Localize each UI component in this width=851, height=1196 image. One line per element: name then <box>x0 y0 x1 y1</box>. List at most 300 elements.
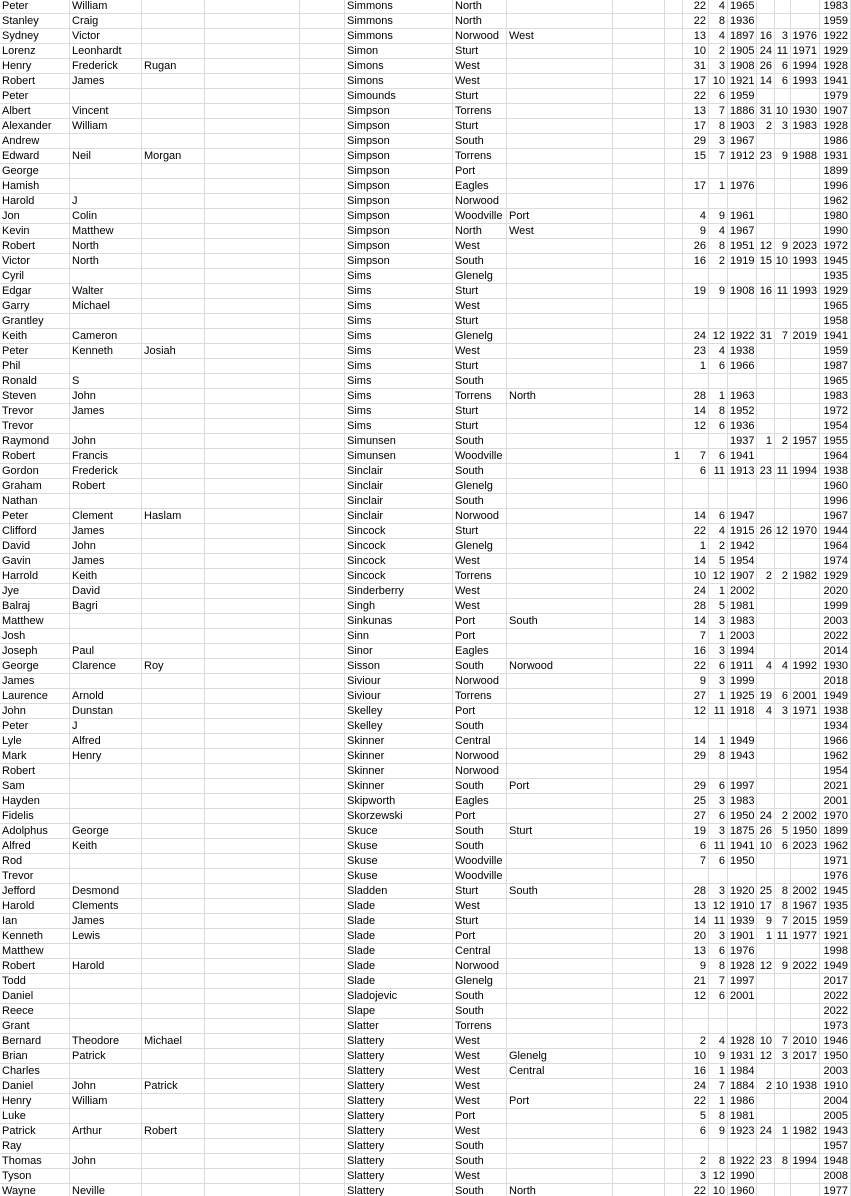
table-cell[interactable] <box>613 644 665 658</box>
table-cell[interactable]: Bagri <box>70 599 142 613</box>
table-cell[interactable] <box>791 599 820 613</box>
table-cell[interactable] <box>142 449 205 463</box>
table-cell[interactable]: Sims <box>345 374 453 388</box>
table-cell[interactable]: 11 <box>709 914 728 928</box>
table-cell[interactable] <box>205 149 300 163</box>
table-cell[interactable] <box>791 794 820 808</box>
table-cell[interactable] <box>507 809 613 823</box>
table-cell[interactable] <box>665 899 683 913</box>
table-cell[interactable]: 9 <box>709 284 728 298</box>
table-cell[interactable]: 19 <box>683 284 709 298</box>
table-cell[interactable] <box>775 584 791 598</box>
table-cell[interactable] <box>300 539 345 553</box>
table-cell[interactable] <box>300 884 345 898</box>
table-cell[interactable]: 3 <box>709 614 728 628</box>
table-cell[interactable]: Slattery <box>345 1094 453 1108</box>
table-cell[interactable]: 9 <box>775 959 791 973</box>
table-cell[interactable]: 1947 <box>728 509 757 523</box>
table-cell[interactable] <box>775 1139 791 1153</box>
table-cell[interactable]: West <box>453 1094 507 1108</box>
table-cell[interactable] <box>683 764 709 778</box>
table-cell[interactable]: 1976 <box>728 944 757 958</box>
table-cell[interactable]: 1901 <box>728 929 757 943</box>
table-cell[interactable] <box>665 14 683 28</box>
table-cell[interactable] <box>205 269 300 283</box>
table-cell[interactable]: Roy <box>142 659 205 673</box>
table-cell[interactable]: 2010 <box>791 1034 820 1048</box>
table-cell[interactable]: Andrew <box>0 134 70 148</box>
table-cell[interactable] <box>757 629 775 643</box>
table-cell[interactable] <box>665 329 683 343</box>
table-cell[interactable] <box>142 299 205 313</box>
table-cell[interactable] <box>205 299 300 313</box>
table-cell[interactable] <box>665 779 683 793</box>
table-cell[interactable] <box>665 989 683 1003</box>
table-cell[interactable] <box>665 569 683 583</box>
table-cell[interactable]: Keith <box>70 569 142 583</box>
table-cell[interactable]: Central <box>453 734 507 748</box>
table-cell[interactable] <box>205 974 300 988</box>
table-cell[interactable]: George <box>0 164 70 178</box>
table-cell[interactable]: 10 <box>775 254 791 268</box>
table-cell[interactable] <box>613 569 665 583</box>
table-cell[interactable]: Port <box>453 1109 507 1123</box>
table-cell[interactable] <box>142 854 205 868</box>
table-cell[interactable]: John <box>70 389 142 403</box>
table-cell[interactable] <box>142 569 205 583</box>
table-cell[interactable]: Clements <box>70 899 142 913</box>
table-cell[interactable]: 2001 <box>728 989 757 1003</box>
table-cell[interactable]: Peter <box>0 0 70 13</box>
table-cell[interactable]: Josh <box>0 629 70 643</box>
table-cell[interactable] <box>613 464 665 478</box>
table-cell[interactable] <box>507 974 613 988</box>
table-cell[interactable] <box>728 194 757 208</box>
table-cell[interactable] <box>205 929 300 943</box>
table-cell[interactable]: Thomas <box>0 1154 70 1168</box>
table-cell[interactable]: 2022 <box>820 1004 851 1018</box>
table-cell[interactable] <box>507 494 613 508</box>
table-cell[interactable]: 31 <box>757 104 775 118</box>
table-cell[interactable] <box>757 269 775 283</box>
table-cell[interactable] <box>507 749 613 763</box>
table-cell[interactable]: Sinn <box>345 629 453 643</box>
table-cell[interactable] <box>791 209 820 223</box>
table-cell[interactable] <box>205 614 300 628</box>
table-cell[interactable]: Grant <box>0 1019 70 1033</box>
table-cell[interactable]: 22 <box>683 1184 709 1196</box>
table-cell[interactable]: Laurence <box>0 689 70 703</box>
table-cell[interactable] <box>300 1139 345 1153</box>
table-cell[interactable]: 11 <box>775 929 791 943</box>
table-cell[interactable] <box>775 449 791 463</box>
table-cell[interactable]: 13 <box>683 104 709 118</box>
table-cell[interactable]: 1941 <box>728 839 757 853</box>
table-cell[interactable]: William <box>70 1094 142 1108</box>
table-cell[interactable] <box>728 314 757 328</box>
table-cell[interactable]: 14 <box>757 74 775 88</box>
table-cell[interactable] <box>613 1064 665 1078</box>
table-cell[interactable] <box>205 884 300 898</box>
table-cell[interactable]: West <box>453 239 507 253</box>
table-cell[interactable] <box>613 374 665 388</box>
table-cell[interactable]: 1 <box>709 389 728 403</box>
table-cell[interactable] <box>613 509 665 523</box>
table-cell[interactable] <box>709 374 728 388</box>
table-cell[interactable] <box>205 89 300 103</box>
table-cell[interactable] <box>70 1139 142 1153</box>
table-cell[interactable]: 1983 <box>820 0 851 13</box>
table-cell[interactable] <box>613 419 665 433</box>
table-cell[interactable]: 8 <box>709 1154 728 1168</box>
table-cell[interactable]: James <box>70 914 142 928</box>
table-cell[interactable] <box>142 1154 205 1168</box>
table-cell[interactable]: Sims <box>345 344 453 358</box>
table-cell[interactable]: 1965 <box>728 0 757 13</box>
table-cell[interactable] <box>300 929 345 943</box>
table-cell[interactable] <box>300 29 345 43</box>
table-cell[interactable] <box>775 764 791 778</box>
table-cell[interactable] <box>142 164 205 178</box>
table-cell[interactable] <box>300 1184 345 1196</box>
table-cell[interactable]: 1935 <box>820 899 851 913</box>
table-cell[interactable]: West <box>453 299 507 313</box>
table-cell[interactable]: Robert <box>0 449 70 463</box>
table-cell[interactable] <box>70 854 142 868</box>
table-cell[interactable]: Frederick <box>70 464 142 478</box>
table-cell[interactable]: 1912 <box>728 149 757 163</box>
table-cell[interactable] <box>70 89 142 103</box>
table-cell[interactable]: 17 <box>757 899 775 913</box>
table-cell[interactable]: Central <box>453 944 507 958</box>
table-cell[interactable]: 2 <box>683 1154 709 1168</box>
table-cell[interactable]: 2001 <box>820 794 851 808</box>
table-cell[interactable] <box>142 389 205 403</box>
table-cell[interactable]: 1977 <box>791 929 820 943</box>
table-cell[interactable]: Slade <box>345 914 453 928</box>
table-cell[interactable]: Kenneth <box>70 344 142 358</box>
table-cell[interactable]: North <box>453 224 507 238</box>
table-cell[interactable]: 1948 <box>820 1154 851 1168</box>
table-cell[interactable] <box>300 854 345 868</box>
table-cell[interactable]: 12 <box>709 569 728 583</box>
table-cell[interactable]: South <box>453 989 507 1003</box>
table-cell[interactable] <box>613 539 665 553</box>
table-cell[interactable]: 17 <box>683 74 709 88</box>
table-cell[interactable] <box>728 374 757 388</box>
table-cell[interactable]: Sinderberry <box>345 584 453 598</box>
table-cell[interactable]: 4 <box>683 209 709 223</box>
table-cell[interactable]: North <box>453 14 507 28</box>
table-cell[interactable] <box>775 944 791 958</box>
table-cell[interactable]: 1910 <box>728 899 757 913</box>
table-cell[interactable] <box>791 179 820 193</box>
table-cell[interactable]: J <box>70 194 142 208</box>
table-cell[interactable] <box>757 374 775 388</box>
table-cell[interactable]: South <box>453 839 507 853</box>
table-cell[interactable]: 9 <box>775 149 791 163</box>
table-cell[interactable]: 1 <box>709 734 728 748</box>
table-cell[interactable]: 2 <box>757 569 775 583</box>
table-cell[interactable] <box>613 584 665 598</box>
table-cell[interactable] <box>683 494 709 508</box>
table-cell[interactable] <box>683 434 709 448</box>
table-cell[interactable]: Simmons <box>345 14 453 28</box>
table-cell[interactable]: Simpson <box>345 254 453 268</box>
table-cell[interactable] <box>507 929 613 943</box>
table-cell[interactable]: 1982 <box>791 1124 820 1138</box>
table-cell[interactable]: Hamish <box>0 179 70 193</box>
table-cell[interactable] <box>142 929 205 943</box>
table-cell[interactable] <box>775 1094 791 1108</box>
table-cell[interactable]: Port <box>453 164 507 178</box>
table-cell[interactable] <box>142 14 205 28</box>
table-cell[interactable] <box>665 584 683 598</box>
table-cell[interactable] <box>205 824 300 838</box>
table-cell[interactable] <box>613 599 665 613</box>
table-cell[interactable]: 8 <box>709 1109 728 1123</box>
table-cell[interactable]: Henry <box>0 59 70 73</box>
table-cell[interactable] <box>70 764 142 778</box>
table-cell[interactable] <box>775 539 791 553</box>
table-cell[interactable]: 1921 <box>728 74 757 88</box>
table-cell[interactable] <box>300 1154 345 1168</box>
table-cell[interactable]: 2002 <box>791 884 820 898</box>
table-cell[interactable] <box>300 1049 345 1063</box>
table-cell[interactable] <box>142 29 205 43</box>
table-cell[interactable]: 1990 <box>820 224 851 238</box>
table-cell[interactable] <box>613 1169 665 1183</box>
table-cell[interactable] <box>791 134 820 148</box>
table-cell[interactable] <box>775 599 791 613</box>
table-cell[interactable] <box>300 824 345 838</box>
table-cell[interactable]: 1959 <box>820 914 851 928</box>
table-cell[interactable]: 2020 <box>820 584 851 598</box>
table-cell[interactable]: Torrens <box>453 389 507 403</box>
table-cell[interactable]: Siviour <box>345 689 453 703</box>
table-cell[interactable] <box>613 554 665 568</box>
table-cell[interactable] <box>300 614 345 628</box>
table-cell[interactable]: West <box>507 224 613 238</box>
table-cell[interactable]: Haslam <box>142 509 205 523</box>
table-cell[interactable]: 1973 <box>820 1019 851 1033</box>
table-cell[interactable]: Steven <box>0 389 70 403</box>
table-cell[interactable] <box>613 119 665 133</box>
table-cell[interactable] <box>683 374 709 388</box>
table-cell[interactable]: 2014 <box>820 644 851 658</box>
table-cell[interactable]: South <box>453 1184 507 1196</box>
table-cell[interactable]: 1903 <box>728 119 757 133</box>
table-cell[interactable] <box>757 1019 775 1033</box>
table-cell[interactable] <box>791 1184 820 1196</box>
table-cell[interactable] <box>613 209 665 223</box>
table-cell[interactable] <box>300 974 345 988</box>
table-cell[interactable]: Sims <box>345 329 453 343</box>
table-cell[interactable]: 26 <box>757 524 775 538</box>
table-cell[interactable]: Singh <box>345 599 453 613</box>
table-cell[interactable] <box>757 719 775 733</box>
table-cell[interactable] <box>300 869 345 883</box>
table-cell[interactable]: 14 <box>683 914 709 928</box>
table-cell[interactable] <box>791 764 820 778</box>
table-cell[interactable]: 1965 <box>820 374 851 388</box>
table-cell[interactable]: John <box>0 704 70 718</box>
table-cell[interactable] <box>70 779 142 793</box>
table-cell[interactable]: Sturt <box>453 284 507 298</box>
table-cell[interactable]: Jon <box>0 209 70 223</box>
table-cell[interactable]: 1958 <box>820 314 851 328</box>
table-cell[interactable] <box>728 869 757 883</box>
table-cell[interactable] <box>791 389 820 403</box>
table-cell[interactable]: 2003 <box>820 614 851 628</box>
table-cell[interactable]: Skuce <box>345 824 453 838</box>
table-cell[interactable]: West <box>453 899 507 913</box>
table-cell[interactable]: 1945 <box>820 884 851 898</box>
table-cell[interactable] <box>300 239 345 253</box>
table-cell[interactable] <box>665 0 683 13</box>
table-cell[interactable] <box>70 269 142 283</box>
table-cell[interactable]: 1993 <box>791 284 820 298</box>
table-cell[interactable] <box>142 329 205 343</box>
table-cell[interactable] <box>205 629 300 643</box>
table-cell[interactable] <box>613 44 665 58</box>
table-cell[interactable]: 4 <box>709 0 728 13</box>
table-cell[interactable]: Slade <box>345 929 453 943</box>
table-cell[interactable] <box>775 344 791 358</box>
table-cell[interactable]: North <box>453 0 507 13</box>
table-cell[interactable] <box>205 239 300 253</box>
table-cell[interactable]: South <box>453 464 507 478</box>
table-cell[interactable] <box>728 1004 757 1018</box>
table-cell[interactable] <box>142 134 205 148</box>
table-cell[interactable] <box>757 419 775 433</box>
table-cell[interactable]: 31 <box>757 329 775 343</box>
table-cell[interactable]: 1976 <box>820 869 851 883</box>
table-cell[interactable] <box>300 14 345 28</box>
table-cell[interactable]: 2 <box>775 809 791 823</box>
table-cell[interactable]: 1943 <box>820 1124 851 1138</box>
table-cell[interactable]: 11 <box>709 839 728 853</box>
table-cell[interactable]: Matthew <box>0 614 70 628</box>
table-cell[interactable]: Sturt <box>453 914 507 928</box>
table-cell[interactable]: Sinor <box>345 644 453 658</box>
table-cell[interactable] <box>757 614 775 628</box>
table-cell[interactable] <box>775 614 791 628</box>
table-cell[interactable] <box>757 764 775 778</box>
table-cell[interactable]: 1 <box>683 539 709 553</box>
table-cell[interactable]: 9 <box>775 239 791 253</box>
table-cell[interactable]: 6 <box>709 419 728 433</box>
table-cell[interactable]: Robert <box>0 239 70 253</box>
table-cell[interactable] <box>507 404 613 418</box>
table-cell[interactable]: Garry <box>0 299 70 313</box>
table-cell[interactable]: 1938 <box>791 1079 820 1093</box>
table-cell[interactable]: 1908 <box>728 59 757 73</box>
table-cell[interactable]: Cameron <box>70 329 142 343</box>
table-cell[interactable]: 7 <box>775 329 791 343</box>
table-cell[interactable] <box>709 299 728 313</box>
table-cell[interactable] <box>709 1019 728 1033</box>
table-cell[interactable]: 12 <box>683 704 709 718</box>
table-cell[interactable] <box>70 1109 142 1123</box>
table-cell[interactable]: Ray <box>0 1139 70 1153</box>
table-cell[interactable]: Slade <box>345 944 453 958</box>
table-cell[interactable]: 6 <box>709 659 728 673</box>
table-cell[interactable] <box>205 734 300 748</box>
table-cell[interactable]: 10 <box>683 1049 709 1063</box>
table-cell[interactable]: 12 <box>683 989 709 1003</box>
table-cell[interactable] <box>665 1154 683 1168</box>
table-cell[interactable] <box>507 1019 613 1033</box>
table-cell[interactable]: West <box>453 1064 507 1078</box>
table-cell[interactable]: Robert <box>142 1124 205 1138</box>
table-cell[interactable]: James <box>70 404 142 418</box>
table-cell[interactable]: 1971 <box>791 704 820 718</box>
table-cell[interactable] <box>613 824 665 838</box>
table-cell[interactable]: 1960 <box>728 1184 757 1196</box>
table-cell[interactable]: 2003 <box>728 629 757 643</box>
table-cell[interactable] <box>613 764 665 778</box>
table-cell[interactable] <box>757 0 775 13</box>
table-cell[interactable] <box>665 794 683 808</box>
table-cell[interactable]: Glenelg <box>453 329 507 343</box>
table-cell[interactable] <box>142 194 205 208</box>
table-cell[interactable]: 1925 <box>728 689 757 703</box>
table-cell[interactable]: 1992 <box>791 659 820 673</box>
table-cell[interactable] <box>70 794 142 808</box>
table-cell[interactable]: Peter <box>0 509 70 523</box>
table-cell[interactable]: 1938 <box>820 704 851 718</box>
table-cell[interactable] <box>709 494 728 508</box>
table-cell[interactable] <box>665 689 683 703</box>
table-cell[interactable]: Harrold <box>0 569 70 583</box>
table-cell[interactable]: 24 <box>757 809 775 823</box>
table-cell[interactable] <box>142 989 205 1003</box>
table-cell[interactable] <box>791 1019 820 1033</box>
table-cell[interactable]: Rugan <box>142 59 205 73</box>
table-cell[interactable]: Harold <box>0 194 70 208</box>
table-cell[interactable]: 1886 <box>728 104 757 118</box>
table-cell[interactable] <box>791 1094 820 1108</box>
table-cell[interactable] <box>613 404 665 418</box>
table-cell[interactable]: 10 <box>775 1079 791 1093</box>
table-cell[interactable] <box>775 479 791 493</box>
table-cell[interactable]: 11 <box>709 464 728 478</box>
table-cell[interactable] <box>791 1004 820 1018</box>
table-cell[interactable] <box>791 14 820 28</box>
table-cell[interactable] <box>70 974 142 988</box>
table-cell[interactable] <box>665 524 683 538</box>
table-cell[interactable] <box>507 479 613 493</box>
table-cell[interactable]: 1959 <box>820 14 851 28</box>
table-cell[interactable]: 29 <box>683 134 709 148</box>
table-cell[interactable]: 9 <box>683 224 709 238</box>
table-cell[interactable]: Skuse <box>345 839 453 853</box>
table-cell[interactable]: Victor <box>0 254 70 268</box>
table-cell[interactable]: 1 <box>665 449 683 463</box>
table-cell[interactable]: Sinkunas <box>345 614 453 628</box>
table-cell[interactable]: 2023 <box>791 239 820 253</box>
table-cell[interactable] <box>665 314 683 328</box>
table-cell[interactable]: 1941 <box>728 449 757 463</box>
table-cell[interactable]: West <box>453 59 507 73</box>
table-cell[interactable] <box>300 1094 345 1108</box>
table-cell[interactable]: 1 <box>683 359 709 373</box>
table-cell[interactable] <box>142 479 205 493</box>
table-cell[interactable]: 9 <box>709 1124 728 1138</box>
table-cell[interactable] <box>142 284 205 298</box>
table-cell[interactable]: West <box>453 74 507 88</box>
